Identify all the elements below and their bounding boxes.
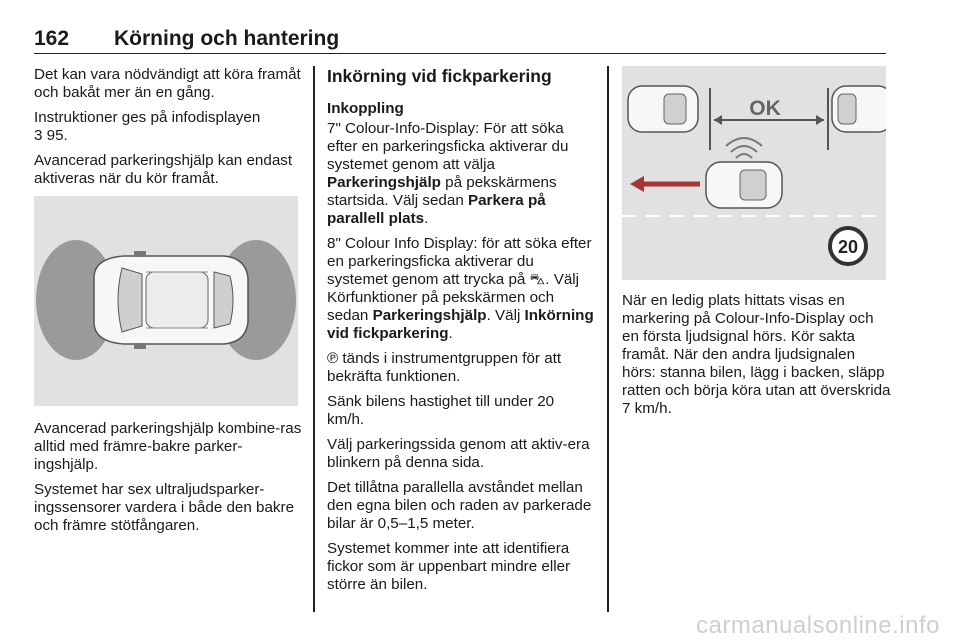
menu-term: Inkörning vid fickparkering (327, 307, 594, 342)
parked-car-left-icon (628, 86, 698, 132)
text: . Välj (486, 307, 525, 324)
paragraph: Avancerad parkeringshjälp kan endast aktiveras när du kör framåt. (34, 152, 293, 187)
text: tänds i instrumentgruppen för att bekräfta funktionen. (327, 350, 562, 385)
speed-label: 20 (837, 237, 859, 257)
parking-detection-illustration (622, 66, 886, 280)
sensor-wave-icon (726, 138, 762, 158)
column-3 (622, 292, 892, 425)
column-1 (34, 66, 302, 195)
menu-term: Parkeringshjälp (372, 307, 487, 324)
menu-term: Parkeringshjälp (327, 174, 441, 191)
paragraph: Systemet har sex ultraljudsparker-ingssensorer vardera i både den bakre och främre stötfångaren. (34, 481, 295, 534)
paragraph: Det tillåtna parallella avståndet mellan den egna bilen och raden av parkerade bilar är 0,5–1,5 meter. (327, 479, 592, 532)
column-divider-1 (313, 66, 315, 612)
page-reference-link[interactable]: 3 95. (34, 127, 68, 144)
paragraph: Avancerad parkeringshjälp kombine-ras alltid med främre-bakre parker-ingshjälp. (34, 420, 302, 473)
text: på pekskärmens startsida. Välj sedan (327, 174, 557, 209)
car-icon: ⛍ (529, 271, 546, 288)
paragraph (34, 109, 302, 145)
watermark-text: carmanualsonline.info (696, 612, 940, 639)
paragraph: När en ledig plats hittats visas en markering på Colour-Info-Display och en första ljudsignal hörs. Kör sakta framåt. När den andra ljudsignalen hörs: stanna bilen, lägg i backen, släpp ratten och börja köra utan att överskrida 7 km/h. (622, 292, 891, 417)
paragraph: Välj parkeringssida genom att aktiv-era blinkern på denna sida. (327, 436, 590, 471)
parked-car-right-icon (832, 86, 886, 132)
speed-limit-sign (830, 228, 866, 264)
parking-space-figure (622, 66, 886, 280)
paragraph: Sänk bilens hastighet till under 20 km/h. (327, 393, 555, 428)
paragraph: Det kan vara nödvändigt att köra framåt och bakåt mer än en gång. (34, 66, 301, 101)
text: . (424, 210, 429, 227)
watermark (696, 612, 940, 640)
text: 7" Colour-Info-Display: För att söka efter en parkeringsficka aktiverar du systemet genom att välja (327, 120, 569, 173)
column-2 (327, 66, 595, 601)
text: 8" Colour Info Display: för att söka efter en parkeringsficka aktiverar du systemet genom att trycka på (327, 235, 592, 288)
paragraph (327, 350, 595, 386)
text: . (448, 325, 453, 342)
moving-car-icon (706, 162, 782, 208)
parking-assist-icon: ℗ (327, 350, 339, 367)
text: . Välj Körfunktioner på pekskärmen och sedan (327, 271, 580, 324)
page-header (34, 27, 886, 54)
chapter-title: Körning och hantering (114, 27, 340, 50)
direction-arrow-icon (630, 176, 644, 192)
page-number: 162 (34, 27, 70, 50)
paragraph: Systemet kommer inte att identifiera fickor som är uppenbart mindre eller större än bilen. (327, 540, 571, 593)
ok-label: OK (749, 97, 781, 120)
paragraph (327, 120, 595, 228)
car-sensor-zones-illustration (34, 196, 298, 406)
column-1-lower (34, 420, 302, 542)
subsection-heading: Inkoppling (327, 100, 404, 117)
paragraph (327, 235, 595, 343)
parking-sensor-figure (34, 196, 298, 406)
section-heading: Inkörning vid fickparkering (327, 66, 552, 86)
column-divider-2 (607, 66, 609, 612)
paragraph-text: Instruktioner ges på infodisplayen (34, 109, 261, 126)
car-top-view-icon (94, 251, 248, 349)
menu-term: Parkera på parallell plats (327, 192, 546, 227)
